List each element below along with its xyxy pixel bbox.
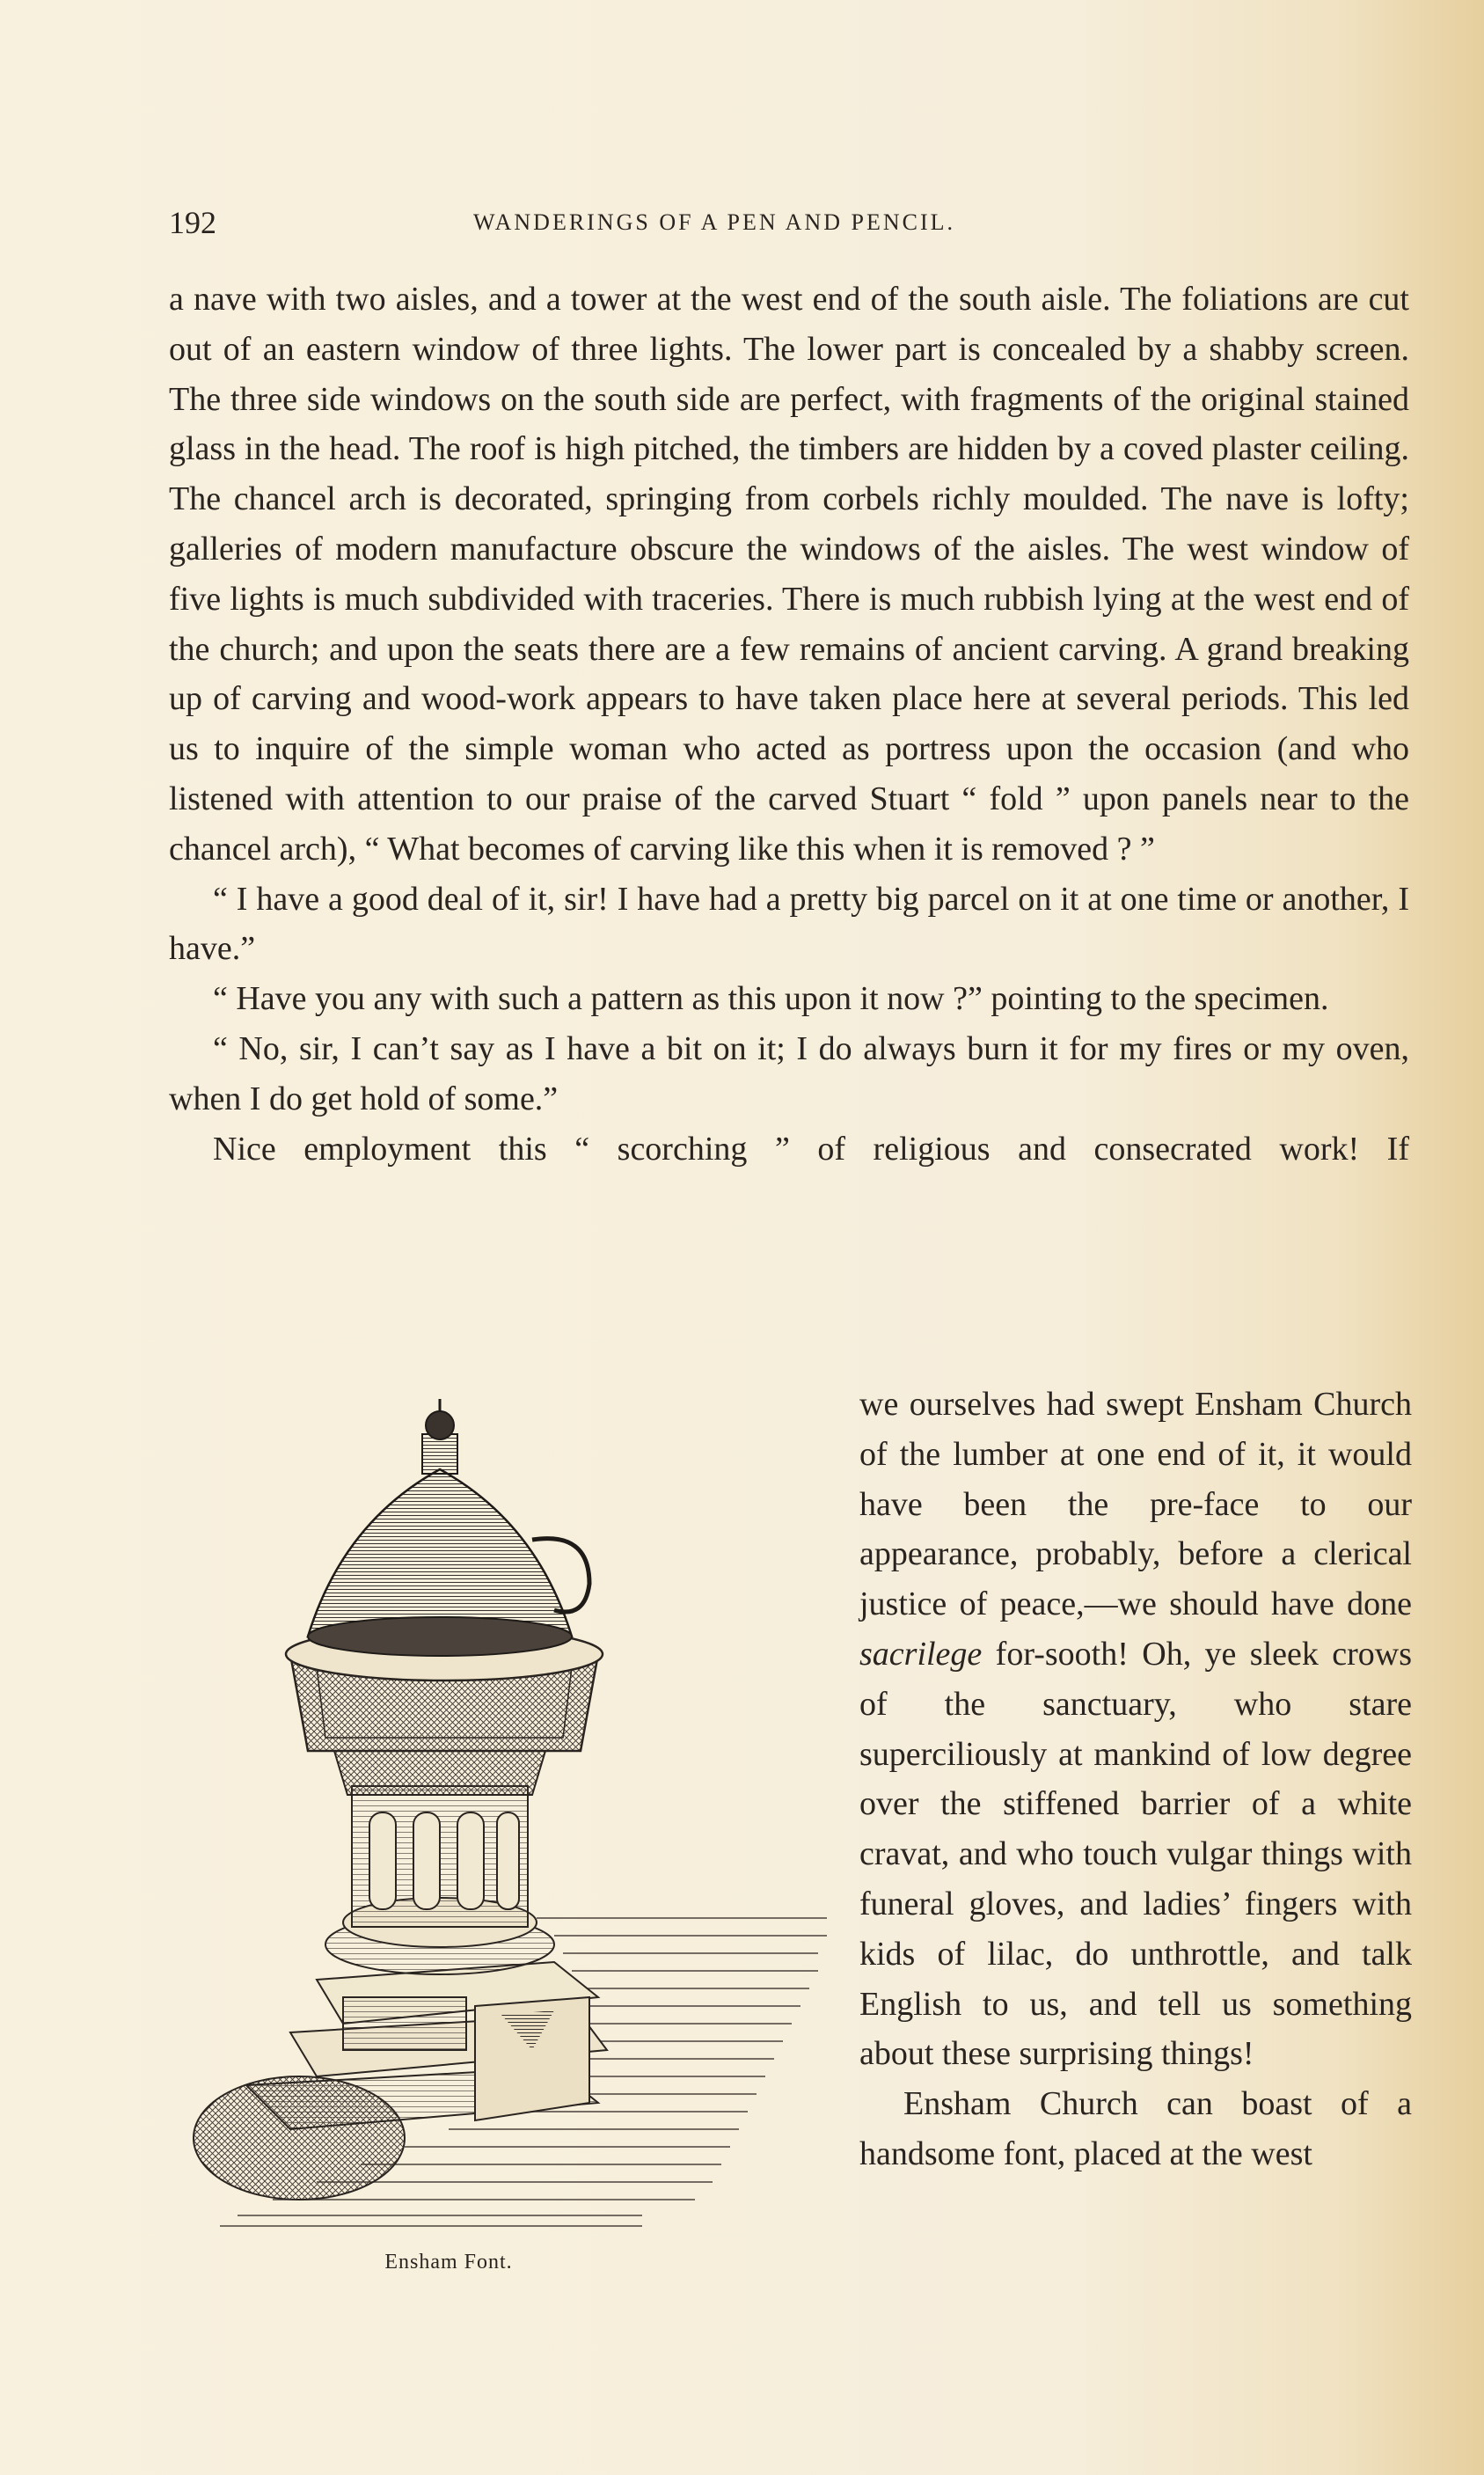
page-number: 192 bbox=[169, 205, 216, 240]
main-text bbox=[169, 275, 1409, 1174]
paragraph-reply-1: “ I have a good deal of it, sir! I have had a pretty big parcel on it at one time or another, I have.” bbox=[169, 880, 1409, 968]
italic-sacrilege: sacrilege bbox=[859, 1635, 983, 1673]
running-header bbox=[169, 204, 1128, 248]
font-cover bbox=[308, 1469, 572, 1637]
paragraph-nice-employment-continued bbox=[859, 1380, 1412, 2079]
baptismal-font-engraving bbox=[185, 1399, 836, 2244]
wrapped-text-column bbox=[859, 1380, 1412, 2179]
paragraph-ensham-church: Ensham Church can boast of a handsome font, placed at the west bbox=[859, 2085, 1412, 2172]
paragraph-question: “ Have you any with such a pattern as this upon it now ?” pointing to the specimen. bbox=[213, 980, 1329, 1018]
paragraph-reply-2: “ No, sir, I can’t say as I have a bit on it; I do always burn it for my fires or my oven, when I do get hold of some.” bbox=[169, 1029, 1409, 1117]
figure-caption: Ensham Font. bbox=[384, 2251, 513, 2274]
paragraph-description: a nave with two aisles, and a tower at the west end of the south aisle. The foliations are cut out of an eastern window of three lights. The lower part is concealed by a shabby screen. The three side windows on the south side are perfect, with fragments of the original stained glass in the head. The roof is high pitched, the timbers are hidden by a coved plaster ceiling. The chancel arch is decorated, springing from corbels richly moulded. The nave is lofty; galleries of modern manufacture obscure the windows of the aisles. The west window of five lights is much subdivided with traceries. There is much rubbish lying at the west end of the church; and upon the seats there are a few remains of ancient carving. A grand breaking up of carving and wood-work appears to have taken place here at several periods. This led us to inquire of the simple woman who acted as portress upon the occasion (and who listened with attention to our praise of the carved Stuart “ fold ” upon panels near to the chancel arch), “ What becomes of carving like this when it is removed ? ” bbox=[169, 281, 1409, 868]
running-title: WANDERINGS OF A PEN AND PENCIL. bbox=[472, 209, 956, 235]
font-illustration bbox=[185, 1399, 836, 2279]
text-after-italic: for-sooth! Oh, ye sleek crows of the sanctuary, who stare superciliously at mankind of low degree over the stiffened barrier of a white cravat, and who touch vulgar things with funeral gloves, and ladies’ fingers with kids of lilac, do unthrottle, and talk English to us, and tell us something about these surprising things! bbox=[859, 1635, 1412, 2073]
paragraph-nice-employment-lead: Nice employment this “ scorching ” of religious and consecrated work! If bbox=[213, 1130, 1409, 1168]
text-before-italic: we ourselves had swept Ensham Church of the lumber at one end of it, it would have been the pre-face to our appearance, probably, before a clerical justice of peace,—we should have done bbox=[859, 1386, 1412, 1623]
